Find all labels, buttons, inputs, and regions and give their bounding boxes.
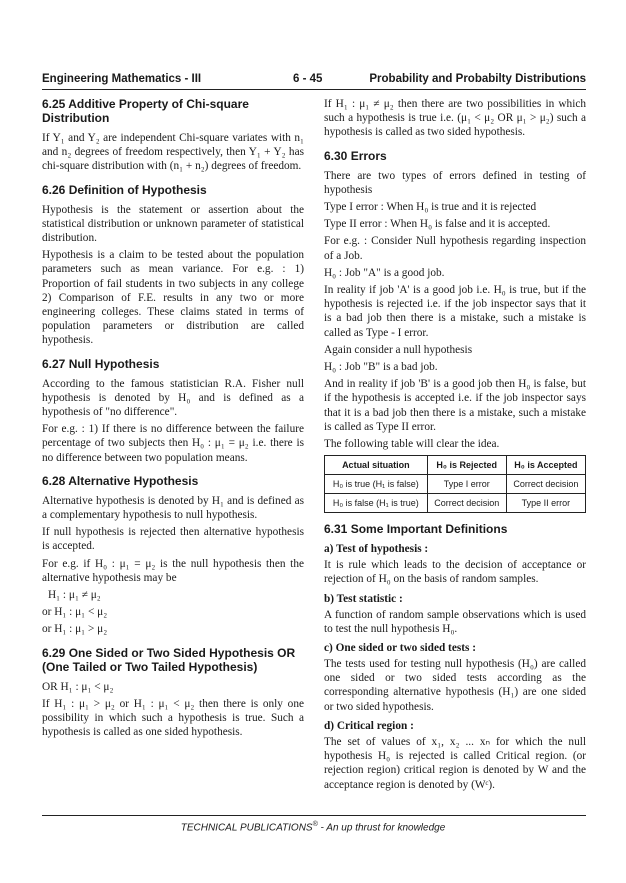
table-cell: Correct decision [506, 475, 585, 494]
paragraph: Hypothesis is the statement or assertion about the statistical distribution or unknown parameter of statistical distribution. [42, 203, 304, 245]
section-title: 6.30 Errors [324, 148, 387, 163]
paragraph: H₀ : Job "B" is a bad job. [324, 361, 438, 374]
paragraph: Type II error : When H₀ is false and it is accepted. [324, 218, 551, 231]
paragraph: For e.g. : 1) If there is no difference between the failure percentage of two subjects then H₀ : μ₁ = μ₂ i.e. there is no difference between two population means. [42, 423, 304, 464]
table-header-cell: H₀ is Accepted [506, 456, 585, 475]
header-book-title: Engineering Mathematics - III [42, 73, 202, 85]
footer-tagline: - An up thrust for knowledge [317, 822, 446, 834]
table-cell: Type I error [427, 475, 506, 494]
paragraph: If Y₁ and Y₂ are independent Chi-square variates with n₁ and n₂ degrees of freedom respectively, then Y₁ + Y₂ has chi-square distribution with (n₁ + n₂) degrees of freedom. [42, 132, 304, 173]
page-footer [0, 821, 626, 833]
paragraph: There are two types of errors defined in testing of hypothesis [324, 169, 586, 196]
paragraph: A function of random sample observations which is used to test the null hypothesis H₀. [324, 608, 586, 635]
paragraph: The tests used for testing null hypothesis (H₀) are called one sided or two sided tests according as the corresponding alternative hypothesis (H₁) are one sided or two sided hypothesis. [324, 658, 586, 713]
paragraph: Type I error : When H₀ is true and it is rejected [324, 201, 537, 214]
paragraph: Hypothesis is a claim to be tested about the population parameters such as mean variance. For e.g. : 1) Proportion of fail students in two subjects in any college 2) Comparison of F.E. results in any two or more engineering colleges. These claims stated in terms of population parameters or distribution are called hypothesis. [42, 249, 304, 347]
paragraph: Alternative hypothesis is denoted by H₁ and is defined as a complementary hypothesis to null hypothesis. [42, 494, 304, 522]
subsection-title: d) Critical region : [324, 719, 414, 732]
table-cell: Type II error [506, 494, 585, 513]
table-header-cell: H₀ is Rejected [427, 456, 506, 475]
table-cell: H₀ is false (H₁ is true) [325, 494, 428, 513]
paragraph: In reality if job 'A' is a good job i.e. H₀ is true, but if the hypothesis is rejected i.e. if the job inspector says that it is a bad job then there is a mistake, such a mistake is called as Type - I error. [324, 284, 586, 339]
section-title: 6.25 Additive Property of Chi-square Distribution [42, 97, 249, 125]
section-title: 6.28 Alternative Hypothesis [42, 473, 199, 488]
table-row [325, 494, 586, 513]
section-title: 6.29 One Sided or Two Sided Hypothesis OR (One Tailed or Two Tailed Hypothesis) [42, 645, 296, 674]
header-rule [42, 89, 586, 90]
header-page-number: 6 - 45 [293, 73, 323, 85]
left-column [42, 97, 304, 743]
section-title: 6.26 Definition of Hypothesis [42, 182, 207, 197]
header-chapter-title: Probability and Probabilty Distributions [369, 73, 586, 85]
paragraph: For e.g. if H₀ : μ₁ = μ₂ is the null hypothesis then the alternative hypothesis may be [42, 557, 304, 584]
page-header [42, 73, 586, 89]
registered-mark: ® [312, 821, 318, 828]
section-title: 6.31 Some Important Definitions [324, 522, 508, 537]
section-title: 6.27 Null Hypothesis [42, 356, 160, 371]
subsection-title: b) Test statistic : [324, 592, 403, 605]
paragraph: The following table will clear the idea. [324, 438, 500, 451]
table-header-cell: Actual situation [325, 456, 428, 475]
paragraph: For e.g. : Consider Null hypothesis regarding inspection of a Job. [324, 235, 586, 262]
table-row [325, 475, 586, 494]
paragraph: If null hypothesis is rejected then alternative hypothesis is accepted. [42, 526, 304, 553]
paragraph: If H₁ : μ₁ ≠ μ₂ then there are two possibilities in which such a hypothesis is true i.e. (μ₁ < μ₂ OR μ₁ > μ₂) such a hypothesis is called as two sided hypothesis. [324, 98, 586, 139]
paragraph: If H₁ : μ₁ > μ₂ or H₁ : μ₁ < μ₂ then there is only one possibility in which such a hypothesis is true. Such a hypothesis is called as one sided hypothesis. [42, 697, 304, 739]
table-cell: Correct decision [427, 494, 506, 513]
table-header-row [325, 456, 586, 475]
error-table [324, 455, 586, 513]
paragraph: OR H₁ : μ₁ < μ₂ [42, 680, 114, 693]
equation: or H₁ : μ₁ < μ₂ [42, 606, 108, 619]
paragraph: And in reality if job 'B' is a good job then H₀ is false, but if the hypothesis is accepted i.e. if the job inspector says that it is a bad job then there is a mistake, such a mistake is called as Type II error. [324, 378, 586, 433]
footer-brand: TECHNICAL PUBLICATIONS [180, 822, 313, 834]
table-cell: H₀ is true (H₁ is false) [325, 475, 428, 494]
paragraph: Again consider a null hypothesis [324, 343, 473, 356]
paragraph: H₀ : Job "A" is a good job. [324, 266, 445, 279]
subsection-title: c) One sided or two sided tests : [324, 642, 476, 655]
subsection-title: a) Test of hypothesis : [324, 543, 429, 556]
right-column [324, 97, 586, 795]
paragraph: According to the famous statistician R.A. Fisher null hypothesis is denoted by H₀ and is defined as a hypothesis of "no difference". [42, 377, 304, 419]
footer-rule [42, 815, 586, 816]
paragraph: The set of values of x₁, x₂ ... xₙ for which the null hypothesis H₀ is rejected is called Critical region. (or rejection region) critical region is denoted by W and the acceptance region is denoted by (Wᶜ). [324, 735, 586, 791]
equation: or H₁ : μ₁ > μ₂ [42, 623, 108, 636]
equation: H₁ : μ₁ ≠ μ₂ [48, 589, 101, 602]
paragraph: It is rule which leads to the decision of acceptance or rejection of H₀ on the basis of random samples. [324, 559, 586, 586]
